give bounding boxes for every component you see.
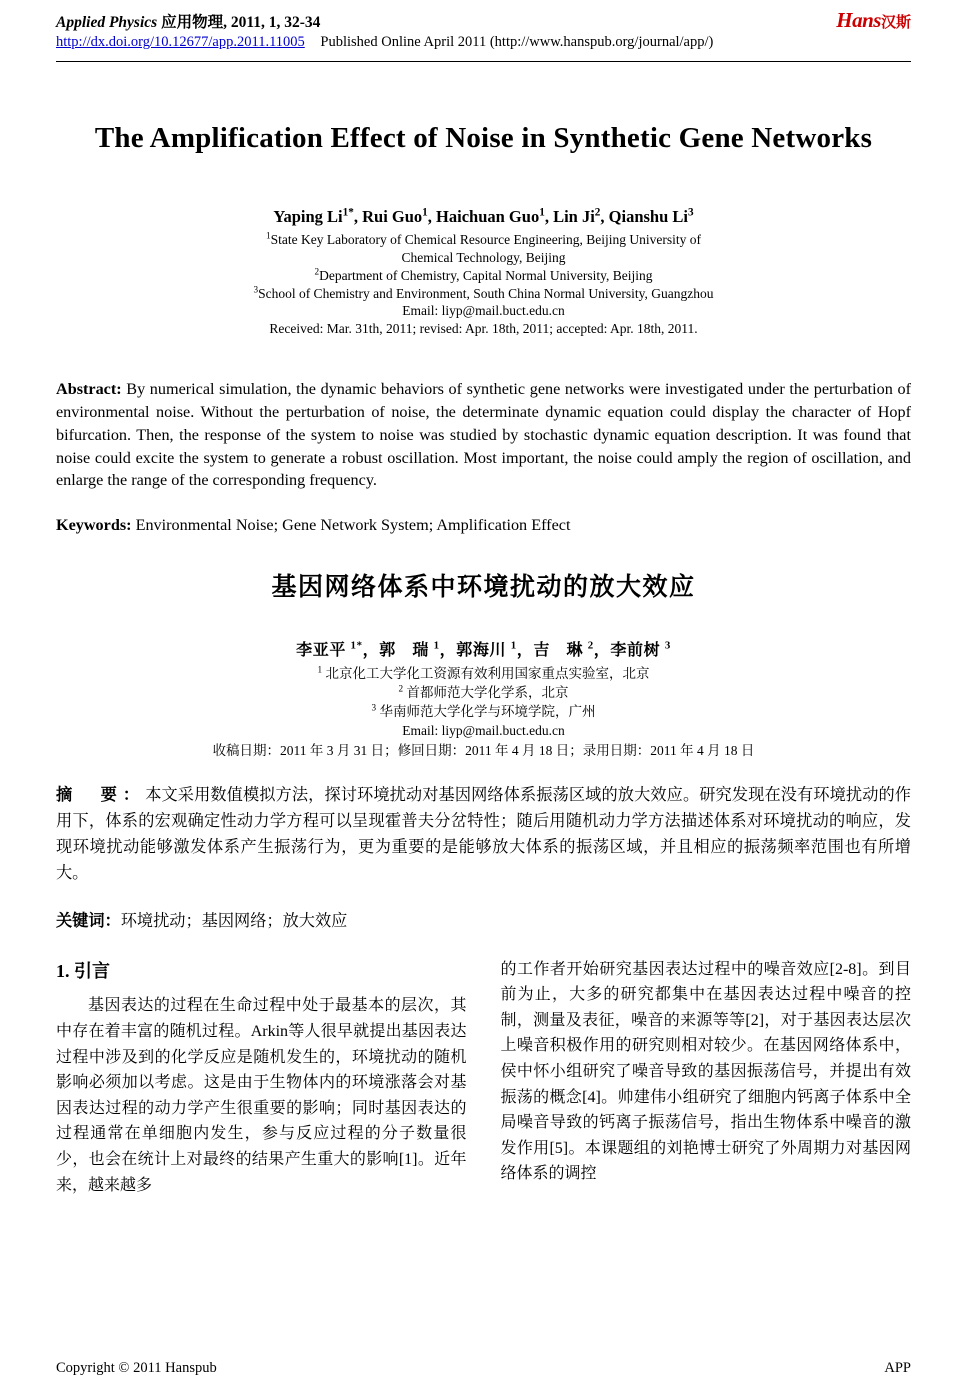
affiliations-en bbox=[56, 231, 911, 338]
email-en: Email: liyp@mail.buct.edu.cn bbox=[402, 303, 565, 319]
affiliation-cn-2: $^2$ 首都师范大学化学系，北京 bbox=[398, 683, 569, 701]
abstract-label-cn: 摘 要： bbox=[56, 785, 146, 804]
keywords-label: Keywords: bbox=[56, 516, 132, 535]
dates-en: Received: Mar. 31th, 2011; revised: Apr. 18th, 2011; accepted: Apr. 18th, 2011. bbox=[269, 321, 698, 337]
logo-text-en: Hans bbox=[836, 8, 881, 32]
affiliations-cn bbox=[56, 664, 911, 760]
authors-en: Yaping $Li^{1*}$, Rui Guo$^1$, Haichuan Guo$^1$, Lin Ji$^2$, Qianshu Li$^3$ bbox=[273, 206, 694, 227]
logo-text-cn: 汉斯 bbox=[880, 15, 911, 31]
section-heading-introduction: 1. 引言 bbox=[56, 960, 110, 981]
column-left bbox=[56, 957, 467, 1199]
abstract-block-cn bbox=[56, 782, 911, 887]
authors-cn: 李亚平 $^{1*}$，郭 瑞 $^1$，郭海川 $^1$，吉 琳 $^2$，李前树 $^3$ bbox=[296, 639, 671, 659]
abstract-block bbox=[56, 378, 911, 492]
affiliation-2: $^2$Department of Chemistry, Capital Normal University, Beijing bbox=[314, 266, 653, 283]
doi-link[interactable]: http://dx.doi.org/10.12677/app.2011.11005 bbox=[56, 34, 305, 50]
keywords-label-cn: 关键词： bbox=[56, 911, 121, 930]
paragraph-right-1: 的工作者开始研究基因表达过程中的噪音效应[2-8]。到目前为止，大多的研究都集中在基因表达过程中噪音的控制，测量及表征，噪音的来源等等[2]，对于基因表达层次上噪音积极作用的研究则相对较少。在基因网络体系中，侯中怀小组研究了噪音导致的基因振荡信号，并提出有效振荡的概念[4]。帅建伟小组研究了细胞内钙离子体系中全局噪音导致的钙离子振荡信号，指出生物体系中噪音的激发作用[5]。本课题组的刘艳博士研究了外周期力对基因网络体系的调控 bbox=[500, 960, 911, 1183]
page-title-cn: 基因网络体系中环境扰动的放大效应 bbox=[271, 573, 696, 601]
affiliation-3: $^3$School of Chemistry and Environment, South China Normal University, Guangzhou bbox=[253, 284, 714, 301]
copyright-text: Copyright © 2011 Hanspub bbox=[56, 1360, 217, 1376]
email-cn: Email: liyp@mail.buct.edu.cn bbox=[402, 723, 565, 739]
journal-name-en: Applied Physics bbox=[56, 14, 158, 31]
affiliation-1: $^1$State Key Laboratory of Chemical Resource Engineering, Beijing University of Chemical Technology, Beijing bbox=[266, 230, 701, 265]
affiliation-cn-3: $^3$ 华南师范大学化学与环境学院，广州 bbox=[371, 702, 596, 720]
page-footer bbox=[56, 1360, 911, 1377]
masthead bbox=[56, 10, 911, 58]
page-title: The Amplification Effect of Noise in Synthetic Gene Networks bbox=[94, 122, 873, 154]
published-online-text: Published Online April 2011 (http://www.hanspub.org/journal/app/) bbox=[320, 34, 714, 50]
abstract-text-cn: 本文采用数值模拟方法，探讨环境扰动对基因网络体系振荡区域的放大效应。研究发现在没有环境扰动的作用下，体系的宏观确定性动力学方程可以呈现霍普夫分岔特性；随后用随机动力学方法描述体系对环境扰动的响应，发现环境扰动能够激发体系产生振荡行为，更为重要的是能够放大体系的振荡区域，并且相应的振荡频率范围也有所增大。 bbox=[56, 785, 911, 883]
header-divider bbox=[56, 61, 911, 62]
keywords-text-cn: 环境扰动；基因网络；放大效应 bbox=[120, 911, 348, 930]
abstract-label: Abstract: bbox=[56, 379, 122, 398]
affiliation-cn-1: $^1$ 北京化工大学化工资源有效利用国家重点实验室，北京 bbox=[317, 664, 650, 681]
abstract-text: By numerical simulation, the dynamic behaviors of synthetic gene networks were investigated under the perturbation of environmental noise. Without the perturbation of noise, the determinate dynamic equation could display the character of Hopf bifurcation. Then, the response of the system to noise was studied by stochastic dynamic equation description. It was found that noise could excite the system to generate a robust oscillation. Most important, the noise could amply the region of oscillation, and enlarge the range of the corresponding frequency. bbox=[56, 379, 911, 490]
body-columns bbox=[56, 957, 911, 1199]
keywords-text: Environmental Noise; Gene Network System; Amplification Effect bbox=[131, 516, 571, 535]
journal-title-line bbox=[56, 10, 911, 32]
column-right bbox=[501, 957, 912, 1199]
journal-tag: APP bbox=[884, 1360, 911, 1376]
dates-cn: 收稿日期：2011 年 3 月 31 日；修回日期：2011 年 4 月 18 日；录用日期：2011 年 4 月 18 日 bbox=[212, 742, 755, 758]
keywords-block bbox=[56, 514, 911, 537]
doi-line bbox=[56, 34, 911, 51]
hanspub-logo bbox=[836, 8, 911, 33]
paragraph-left-1: 基因表达的过程在生命过程中处于最基本的层次，其中存在着丰富的随机过程。Arkin等人很早就提出基因表达过程中涉及到的化学反应是随机发生的，环境扰动的随机影响必须加以考虑。这是由于生物体内的环境涨落会对基因表达过程的动力学产生很重要的影响；同时基因表达的过程通常在单细胞内发生，参与反应过程的分子数量很少，也会在统计上对最终的结果产生重大的影响[1]。近年来，越来越多 bbox=[56, 997, 467, 1194]
journal-name-cn: 应用物理, 2011, 1, 32-34 bbox=[161, 14, 321, 31]
keywords-block-cn bbox=[56, 907, 911, 931]
